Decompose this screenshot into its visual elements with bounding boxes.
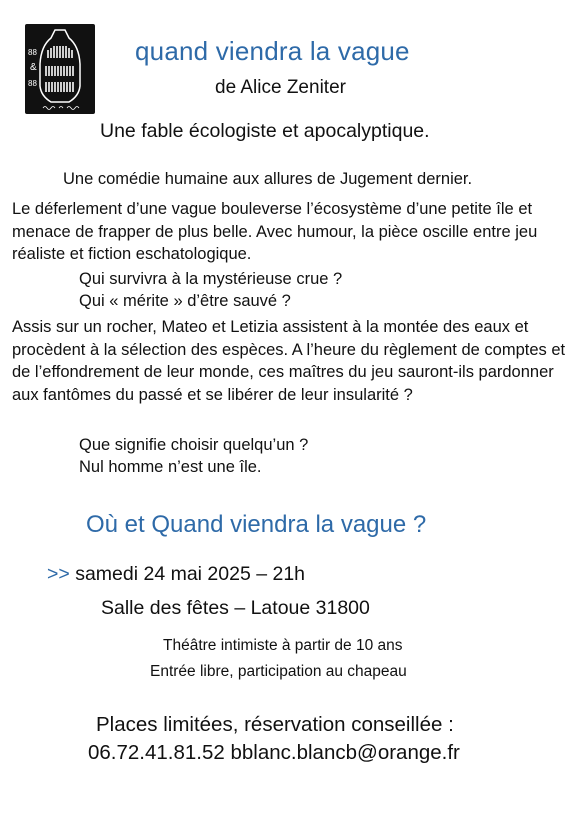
question-line: Nul homme n’est une île. bbox=[79, 458, 262, 476]
question-line: Qui survivra à la mystérieuse crue ? bbox=[79, 270, 343, 288]
question-line: Qui « mérite » d’être sauvé ? bbox=[79, 292, 291, 310]
troupe-logo bbox=[25, 24, 95, 114]
when-heading: Où et Quand viendra la vague ? bbox=[86, 511, 427, 538]
logo-top-text: 88 bbox=[28, 48, 37, 57]
questions-block-1 bbox=[79, 268, 342, 312]
question-line: Que signifie choisir quelqu’un ? bbox=[79, 436, 309, 454]
entry-note: Entrée libre, participation au chapeau bbox=[150, 663, 407, 680]
arrows-icon: >> bbox=[47, 563, 70, 585]
event-date bbox=[47, 563, 305, 586]
synopsis-paragraph-2: Assis sur un rocher, Mateo et Letizia assistent à la montée des eaux et procèdent à la sélection des espèces. A l’heure du règlement de comptes et de l’effondrement de leur monde, ces maîtres du jeu sauront-ils pardonner aux fantômes du passé et se libérer de leur insularité ? bbox=[12, 318, 566, 404]
play-subtitle: Une fable écologiste et apocalyptique. bbox=[100, 120, 430, 142]
synopsis-paragraph-1: Le déferlement d’une vague bouleverse l’écosystème d’une petite île et menace de frapper de plus belle. Avec humour, la pièce oscille entre jeu réaliste et fiction eschatologique. bbox=[12, 200, 538, 263]
limited-places: Places limitées, réservation conseillée : bbox=[96, 713, 454, 736]
event-date-text: samedi 24 mai 2025 – 21h bbox=[75, 563, 306, 585]
theatre-note: Théâtre intimiste à partir de 10 ans bbox=[163, 637, 403, 654]
logo-middle-text: & bbox=[30, 62, 37, 73]
play-author: de Alice Zeniter bbox=[215, 77, 346, 98]
event-place: Salle des fêtes – Latoue 31800 bbox=[101, 597, 370, 619]
logo-bottom-text: 88 bbox=[28, 79, 37, 88]
contact-info[interactable]: 06.72.41.81.52 bblanc.blancb@orange.fr bbox=[88, 741, 460, 764]
questions-block-2 bbox=[79, 434, 308, 478]
bell-emblem-icon bbox=[25, 24, 95, 114]
intro-line: Une comédie humaine aux allures de Jugement dernier. bbox=[63, 170, 473, 188]
play-title: quand viendra la vague bbox=[135, 36, 410, 66]
